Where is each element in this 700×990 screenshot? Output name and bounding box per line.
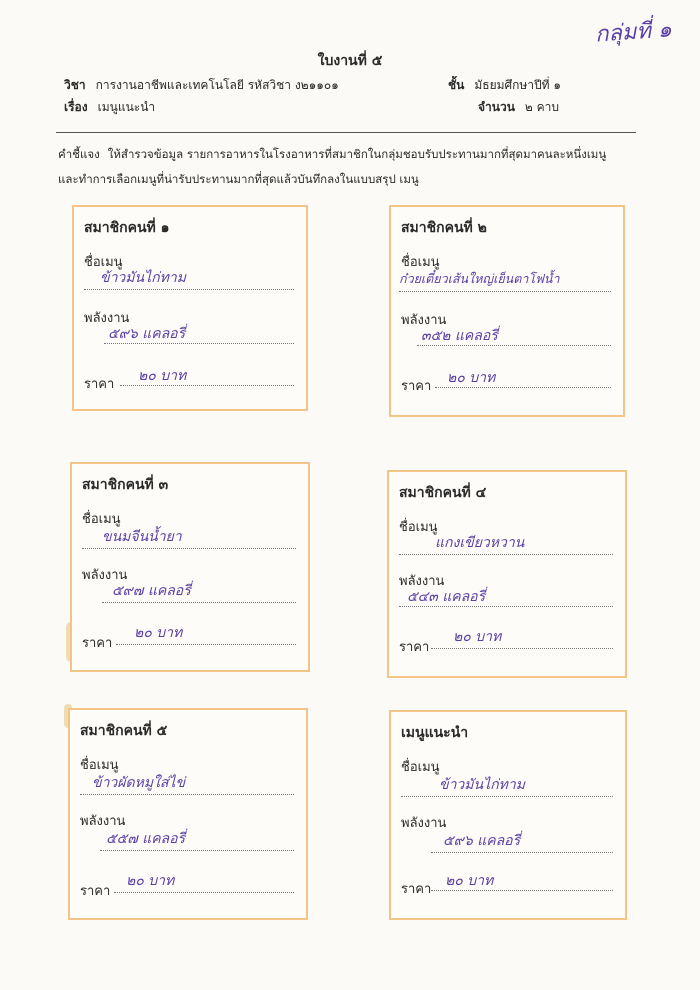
member-card-3 <box>70 462 310 672</box>
topic-value: เมนูแนะนำ <box>97 100 156 114</box>
price-value: ๒๐ บาท <box>445 873 494 889</box>
grade-row <box>448 76 561 95</box>
grade-label: ชั้น <box>448 78 465 92</box>
price-label: ราคา <box>84 377 115 392</box>
topic-label: เรื่อง <box>64 100 88 114</box>
menu-label: ชื่อเมนู <box>80 758 119 773</box>
menu-value: ข้าวมันไก่ทาม <box>439 777 525 793</box>
menu-line <box>82 548 296 549</box>
card-title: สมาชิกคนที่ ๑ <box>84 220 170 236</box>
energy-line <box>100 850 294 851</box>
price-value: ๒๐ บาท <box>447 370 496 386</box>
card-title: สมาชิกคนที่ ๒ <box>401 220 487 236</box>
energy-label: พลังงาน <box>399 574 445 589</box>
menu-line <box>401 796 613 797</box>
card-title: สมาชิกคนที่ ๓ <box>82 477 169 493</box>
member-card-1 <box>72 205 308 411</box>
periods-row <box>478 98 559 117</box>
energy-label: พลังงาน <box>84 311 130 326</box>
subject-value: การงานอาชีพและเทคโนโลยี รหัสวิชา ง๒๑๑๐๑ <box>95 78 339 92</box>
menu-label: ชื่อเมนู <box>401 255 440 270</box>
energy-value: ๓๕๒ แคลอรี่ <box>421 328 498 344</box>
subject-label: วิชา <box>64 78 86 92</box>
instructions-label: คำชี้แจง <box>58 147 100 161</box>
instructions <box>58 142 638 192</box>
price-line <box>120 385 294 386</box>
card-title: สมาชิกคนที่ ๔ <box>399 485 487 501</box>
energy-value: ๕๔๓ แคลอรี่ <box>407 589 486 605</box>
price-label: ราคา <box>401 379 432 394</box>
energy-label: พลังงาน <box>401 816 447 831</box>
menu-label: ชื่อเมนู <box>399 520 438 535</box>
menu-label: ชื่อเมนู <box>82 512 121 527</box>
instructions-line-1 <box>58 142 638 167</box>
group-number-note: กลุ่มที่ ๑ <box>594 17 673 48</box>
member-card-2 <box>389 205 625 417</box>
energy-label: พลังงาน <box>401 313 447 328</box>
header-divider <box>56 132 636 133</box>
menu-value: แกงเขียวหวาน <box>435 535 525 551</box>
energy-line <box>431 852 613 853</box>
price-line <box>431 648 613 649</box>
member-card-4 <box>387 470 627 678</box>
menu-value: ข้าวมันไก่ทาม <box>100 270 186 286</box>
energy-line <box>104 343 294 344</box>
member-card-5 <box>68 708 308 920</box>
menu-value: ข้าวผัดหมูใส่ไข่ <box>92 775 186 791</box>
periods-label: จำนวน <box>478 100 515 114</box>
energy-line <box>399 606 613 607</box>
price-label: ราคา <box>82 636 113 651</box>
price-value: ๒๐ บาท <box>138 368 187 384</box>
menu-line <box>84 289 294 290</box>
recommended-menu-card <box>389 710 627 920</box>
price-line <box>431 890 613 891</box>
worksheet-title: ใบงานที่ ๕ <box>317 53 383 69</box>
instructions-text-1: ให้สำรวจข้อมูล รายการอาหารในโรงอาหารที่สมาชิกในกลุ่มชอบรับประทานมากที่สุดมาคนละหนึ่งเมนู <box>107 147 607 161</box>
price-value: ๒๐ บาท <box>134 625 183 641</box>
price-value: ๒๐ บาท <box>453 629 502 645</box>
price-label: ราคา <box>401 882 432 897</box>
card-title: สมาชิกคนที่ ๕ <box>80 723 168 739</box>
energy-label: พลังงาน <box>80 814 126 829</box>
menu-line <box>399 554 613 555</box>
energy-line <box>102 602 296 603</box>
menu-line <box>80 794 294 795</box>
energy-label: พลังงาน <box>82 568 128 583</box>
subject-row <box>64 76 339 95</box>
grade-value: มัธยมศึกษาปีที่ ๑ <box>474 78 562 92</box>
instructions-line-2: และทำการเลือกเมนูที่น่ารับประทานมากที่สุดแล้วบันทึกลงในแบบสรุป เมนู <box>58 172 419 186</box>
menu-line <box>399 291 611 292</box>
menu-label: ชื่อเมนู <box>84 255 123 270</box>
menu-value: ขนมจีนน้ำยา <box>102 529 182 545</box>
price-value: ๒๐ บาท <box>126 873 175 889</box>
price-line <box>116 644 296 645</box>
price-label: ราคา <box>399 640 430 655</box>
menu-label: ชื่อเมนู <box>401 760 440 775</box>
energy-value: ๕๙๖ แคลอรี่ <box>443 833 521 849</box>
energy-value: ๕๙๗ แคลอรี่ <box>112 583 191 599</box>
energy-value: ๕๙๖ แคลอรี่ <box>108 326 186 342</box>
menu-value: ก๋วยเตี๋ยวเส้นใหญ่เย็นตาโฟน้ำ <box>399 271 560 286</box>
energy-value: ๕๕๗ แคลอรี่ <box>106 831 186 847</box>
price-label: ราคา <box>80 884 111 899</box>
energy-line <box>417 345 611 346</box>
card-title: เมนูแนะนำ <box>401 725 469 741</box>
periods-value: ๒ คาบ <box>524 100 560 114</box>
price-line <box>435 387 611 388</box>
price-line <box>114 892 294 893</box>
topic-row <box>64 98 155 117</box>
